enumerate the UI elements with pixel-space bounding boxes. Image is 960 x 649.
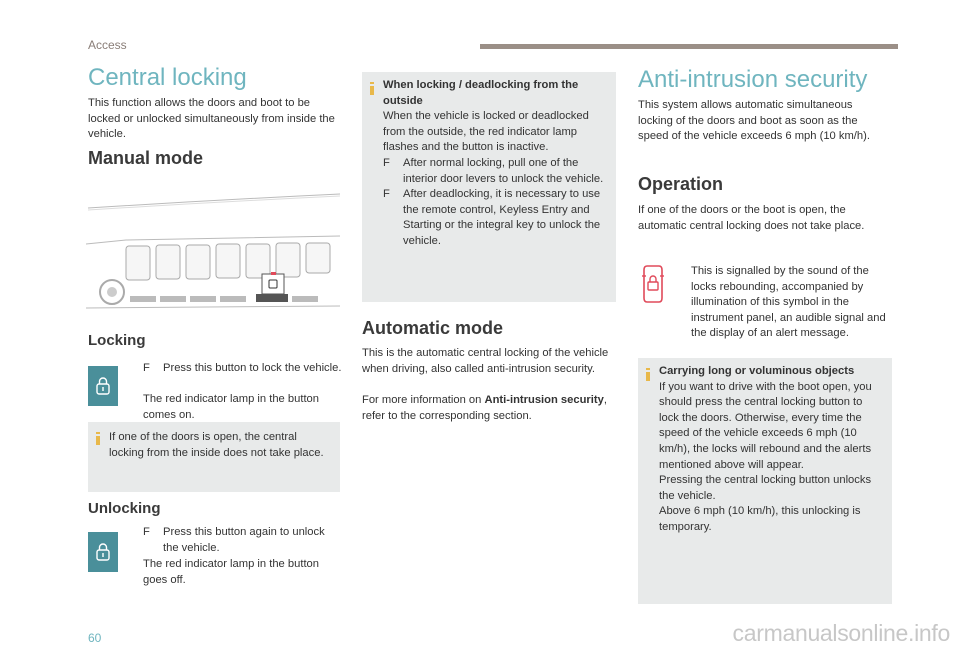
more-prefix: For more information on [362,394,485,406]
lock-icon [96,543,110,561]
carrying-note-box [638,358,892,604]
carrying-note-title: Carrying long or voluminous objects [659,365,855,377]
unlocking-indicator-text: The red indicator lamp in the button goes off. [143,558,319,586]
watermark: carmanualsonline.info [732,620,950,646]
deadlocking-bullet-1 [383,156,606,187]
more-suffix: , refer to the corresponding section. [362,394,607,422]
locking-bullet-text: Press this button to lock the vehicle. [163,362,342,374]
header-bar [480,44,898,49]
locking-note-box [88,422,340,492]
central-locking-intro: This function allows the doors and boot to be locked or unlocked simultaneously from inside the vehicle. [88,97,335,141]
deadlocking-bullet-2-text: After deadlocking, it is necessary to use the remote control, Keyless Entry and Starting or the integral key to unlock the vehicle. [403,188,601,247]
automatic-mode-text: This is the automatic central locking of the vehicle when driving, also called anti-intrusion security. [362,347,609,375]
carrying-note-text-3: Above 6 mph (10 km/h), this unlocking is temporary. [659,505,861,533]
deadlocking-note-text: When the vehicle is locked or deadlocked from the outside, the red indicator lamp flashes and the button is inactive. [383,110,589,154]
bullet-glyph: F [143,362,150,374]
page-number: 60 [88,631,102,645]
anti-intrusion-link[interactable]: Anti-intrusion security [484,394,604,406]
unlock-button-icon [88,532,118,572]
door-lock-warning-icon [642,264,664,304]
anti-intrusion-text: This system allows automatic simultaneous locking of the doors and boot as soon as the speed of the vehicle exceeds 6 mph (10 km/h). [638,99,870,143]
automatic-mode-more [362,393,614,424]
bullet-glyph: F [383,156,390,169]
automatic-mode-title: Automatic mode [362,318,504,338]
deadlocking-bullet-2 [383,187,606,249]
bullet-glyph: F [383,188,390,201]
deadlocking-note-title: When locking / deadlocking from the outside [383,79,579,107]
door-switch-panel-illustration [86,188,342,314]
unlocking-bullet [143,525,343,556]
unlocking-text-block [143,525,343,556]
lock-icon [96,377,110,395]
deadlocking-note-box [362,72,616,302]
locking-bullet [143,361,343,377]
carrying-note-text-1: If you want to drive with the boot open, you should press the central locking button to lock the doors. Otherwise, every time the speed of the vehicle exceeds 6 mph (10 km/h), the locks will rebound and the alerts mentioned above will appear. [659,380,872,471]
bullet-glyph: F [143,526,150,538]
deadlocking-bullet-1-text: After normal locking, pull one of the interior door levers to unlock the vehicle. [403,156,604,185]
central-locking-title: Central locking [88,64,247,91]
unlocking-bullet-text: Press this button again to unlock the vehicle. [163,526,325,554]
section-label: Access [88,38,127,52]
locking-indicator-text: The red indicator lamp in the button comes on. [143,393,319,421]
carrying-note-text-2: Pressing the central locking button unlocks the vehicle. [659,474,872,502]
locking-title: Locking [88,332,146,349]
lock-button-icon [88,366,118,406]
anti-intrusion-title: Anti-intrusion security [638,66,868,93]
operation-signal-text: This is signalled by the sound of the locks rebounding, accompanied by illumination of this symbol in the instrument panel, an audible signal and the display of an alert message. [691,265,886,340]
locking-note-text: If one of the doors is open, the central locking from the inside does not take place. [109,431,324,459]
operation-text: If one of the doors or the boot is open, the automatic central locking does not take place. [638,204,865,232]
manual-mode-title: Manual mode [88,148,204,168]
unlocking-title: Unlocking [88,500,161,517]
locking-text-block [143,361,343,377]
operation-title: Operation [638,174,724,194]
